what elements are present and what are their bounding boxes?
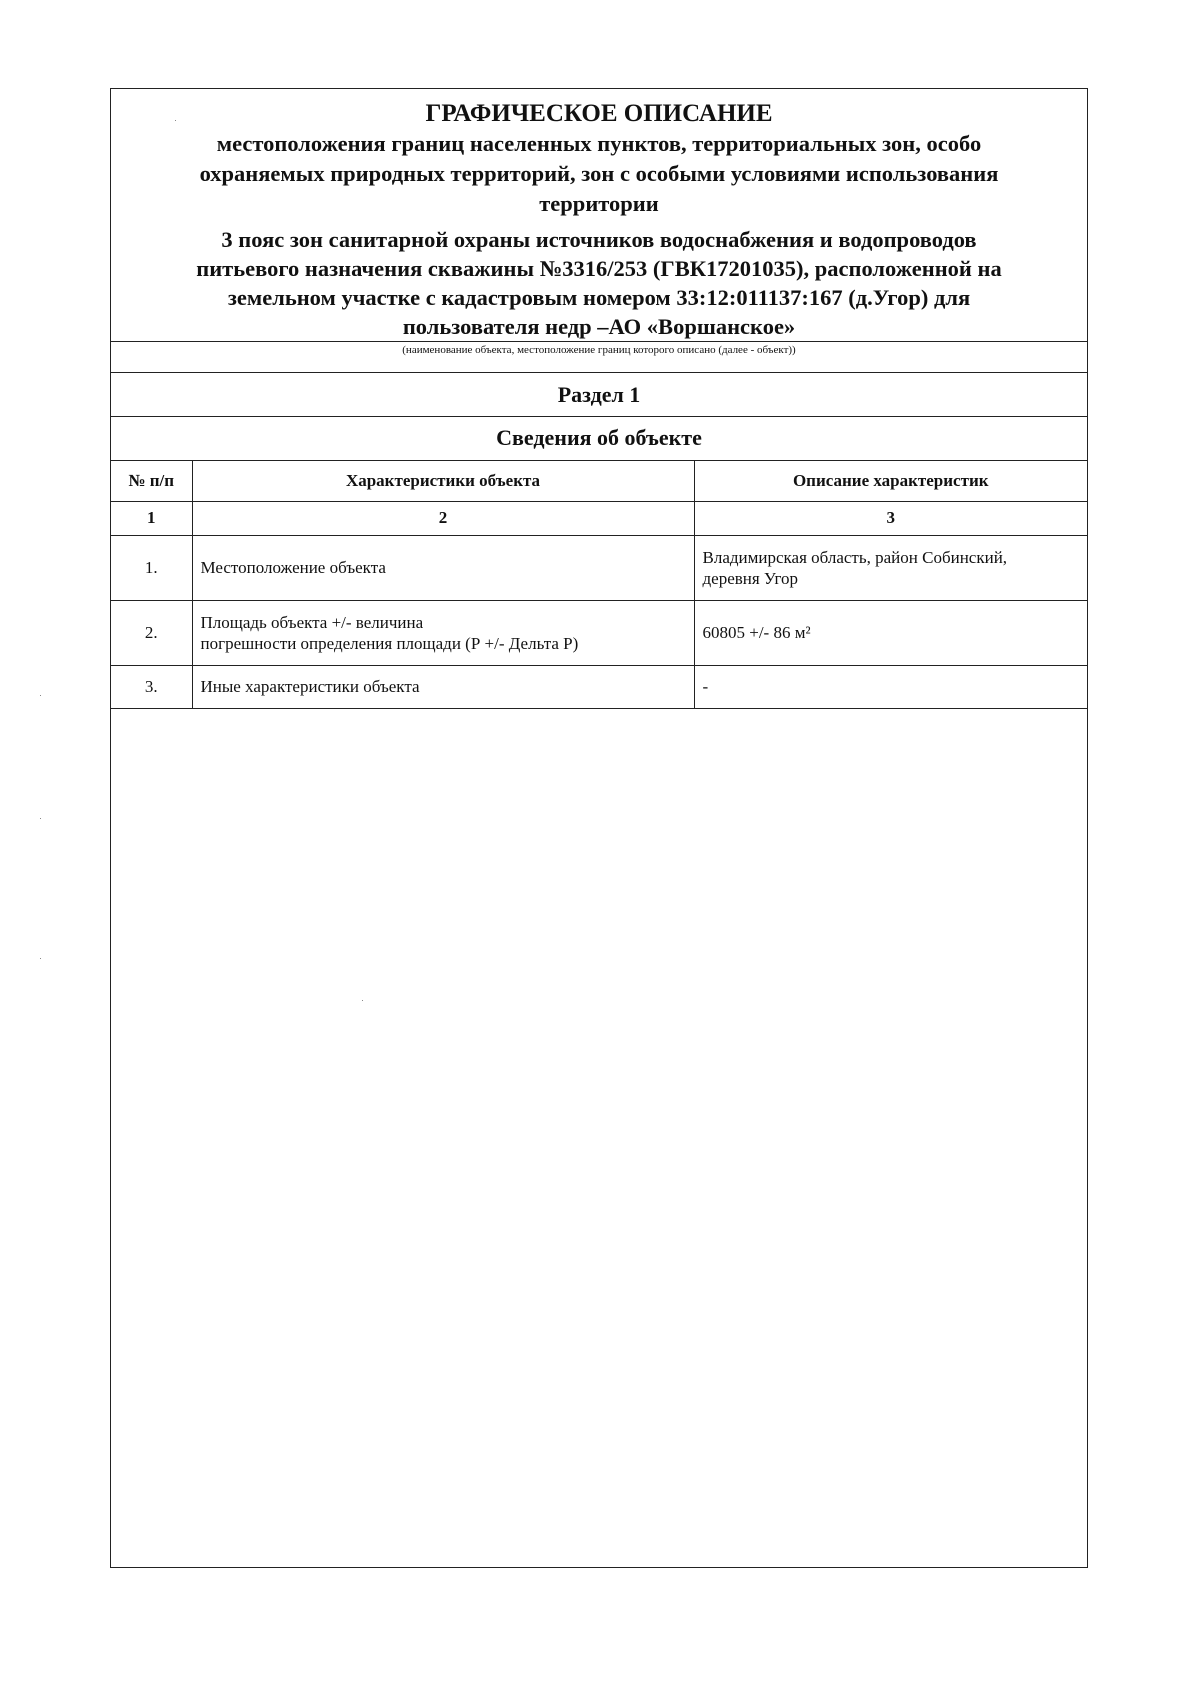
header-description: Описание характеристик: [694, 461, 1087, 501]
header-characteristic: Характеристики объекта: [192, 461, 694, 501]
document-title: ГРАФИЧЕСКОЕ ОПИСАНИЕ: [425, 100, 773, 127]
scan-speck: [40, 695, 41, 696]
document-subtitle-line-2: охраняемых природных территорий, зон с особыми условиями использования: [199, 161, 999, 186]
scan-speck: [40, 958, 41, 959]
section-label: Раздел 1: [111, 373, 1087, 417]
scan-speck: [40, 818, 41, 819]
row-description-line-1: Владимирская область, район Собинский,: [702, 547, 1008, 567]
document-frame: [110, 88, 1088, 1568]
row-description: [694, 665, 1087, 708]
object-name-line-2: питьевого назначения скважины №3316/253 (ГВК17201035), расположенной на: [196, 256, 1002, 281]
column-number-2: 2: [192, 501, 694, 535]
object-name-line-1: 3 пояс зон санитарной охраны источников водоснабжения и водопроводов: [221, 227, 977, 252]
column-number-1: 1: [111, 501, 192, 535]
document-subtitle-line-3: территории: [539, 191, 659, 216]
row-characteristic-text: Иные характеристики объекта: [200, 677, 420, 696]
row-number: 3.: [111, 665, 192, 708]
header-number: № п/п: [111, 461, 192, 501]
object-properties-table: [111, 461, 1087, 709]
row-characteristic: [192, 600, 694, 665]
row-number: 2.: [111, 600, 192, 665]
object-name-line-3: земельном участке с кадастровым номером 33:12:011137:167 (д.Угор) для: [227, 285, 971, 310]
table-row: [111, 600, 1087, 665]
table-row: [111, 665, 1087, 708]
scan-speck: [362, 1000, 363, 1001]
row-description: [694, 535, 1087, 600]
row-description-text: 60805 +/- 86 м²: [702, 623, 811, 642]
column-number-row: [111, 501, 1087, 535]
row-characteristic: [192, 535, 694, 600]
document-header: [111, 89, 1087, 341]
column-number-3: 3: [694, 501, 1087, 535]
section-title: Сведения об объекте: [111, 417, 1087, 461]
object-caption: (наименование объекта, местоположение границ которого описано (далее - объект)): [111, 341, 1087, 373]
table-row: [111, 535, 1087, 600]
scan-speck: [175, 120, 176, 121]
row-characteristic-text: Местоположение объекта: [200, 558, 386, 577]
row-description-text: -: [702, 677, 709, 696]
row-description-line-2: деревня Угор: [702, 568, 799, 588]
object-name-line-4: пользователя недр –АО «Воршанское»: [402, 314, 796, 339]
document-subtitle-line-1: местоположения границ населенных пунктов, территориальных зон, особо: [216, 131, 982, 156]
row-number: 1.: [111, 535, 192, 600]
row-characteristic-line-2: погрешности определения площади (Р +/- Дельта Р): [200, 633, 579, 653]
row-description: [694, 600, 1087, 665]
row-characteristic-line-1: Площадь объекта +/- величина: [200, 612, 424, 632]
table-header-row: [111, 461, 1087, 501]
row-characteristic: [192, 665, 694, 708]
